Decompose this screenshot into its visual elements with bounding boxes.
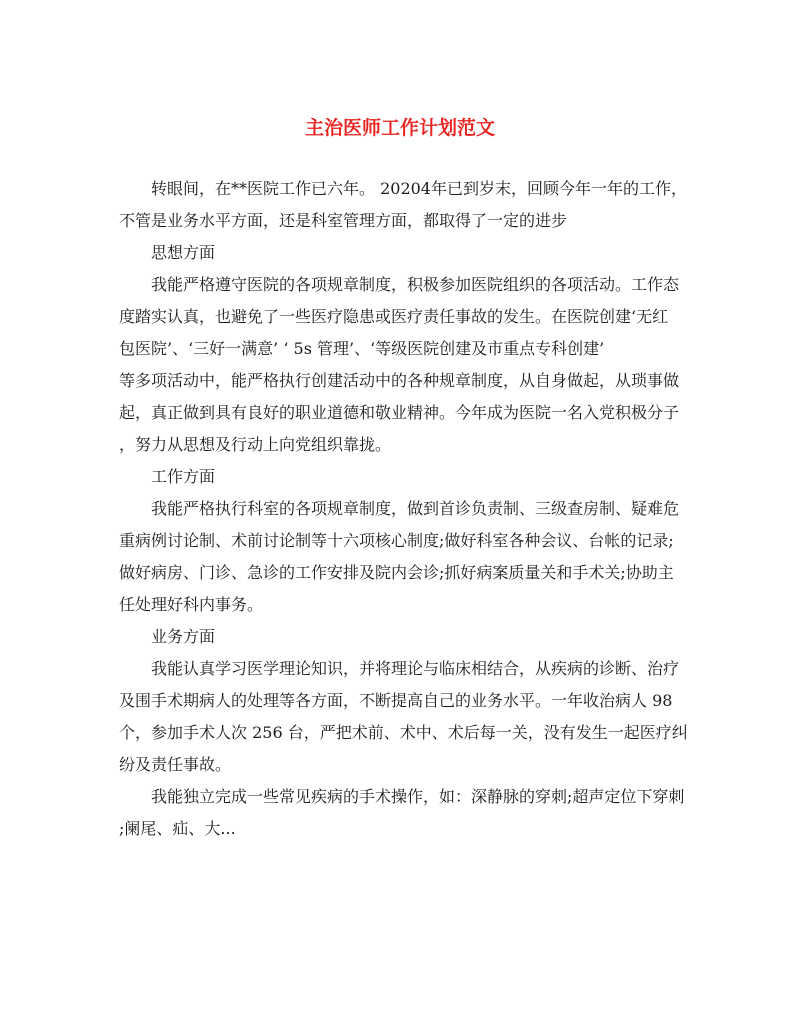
paragraph-work-line-3: 做好病房、门诊、急诊的工作安排及院内会诊;抓好病案质量关和手术关;协助主 (119, 563, 674, 582)
section-heading-thought: 思想方面 (151, 243, 216, 262)
paragraph-surgery-line-1: 我能独立完成一些常见疾病的手术操作，如：深静脉的穿刺;超声定位下穿刺 (151, 787, 685, 806)
paragraph-business-line-4: 纷及责任事故。 (119, 755, 232, 774)
paragraph-work-line-4: 任处理好科内事务。 (119, 595, 264, 614)
paragraph-thought-line-3: 包医院’、‘三好一满意’ ‘ 5s 管理’、‘等级医院创建及市重点专科创建’ (119, 339, 605, 358)
paragraph-business-line-2: 及围手术期病人的处理等各方面，不断提高自己的业务水平。一年收治病人 98 (119, 691, 673, 710)
paragraph-work-line-2: 重病例讨论制、术前讨论制等十六项核心制度;做好科室各种会议、台帐的记录; (119, 531, 674, 550)
paragraph-thought-line-5: 起，真正做到具有良好的职业道德和敬业精神。今年成为医院一名入党积极分子 (119, 403, 680, 422)
paragraph-thought-line-1: 我能严格遵守医院的各项规章制度，积极参加医院组织的各项活动。工作态 (151, 275, 680, 294)
section-heading-work: 工作方面 (151, 467, 216, 486)
paragraph-intro-line-2: 不管是业务水平方面，还是科室管理方面，都取得了一定的进步 (119, 211, 568, 230)
paragraph-thought-line-4: 等多项活动中，能严格执行创建活动中的各种规章制度，从自身做起，从琐事做 (119, 371, 680, 390)
paragraph-surgery-line-2: ;阑尾、疝、大... (119, 819, 236, 838)
paragraph-work-line-1: 我能严格执行科室的各项规章制度，做到首诊负责制、三级查房制、疑难危 (151, 499, 680, 518)
paragraph-thought-line-2: 度踏实认真，也避免了一些医疗隐患或医疗责任事故的发生。在医院创建‘无红 (119, 307, 669, 326)
paragraph-thought-line-6: ，努力从思想及行动上向党组织靠拢。 (119, 435, 392, 454)
section-heading-business: 业务方面 (151, 627, 216, 646)
paragraph-business-line-3: 个，参加手术人次 256 台，严把术前、术中、术后每一关，没有发生一起医疗纠 (119, 723, 688, 742)
paragraph-intro-line-1: 转眼间，在**医院工作已六年。 20204年已到岁末，回顾今年一年的工作， (151, 179, 687, 198)
paragraph-business-line-1: 我能认真学习医学理论知识，并将理论与临床相结合，从疾病的诊断、治疗 (151, 659, 680, 678)
page-title: 主治医师工作计划范文 (304, 117, 495, 139)
